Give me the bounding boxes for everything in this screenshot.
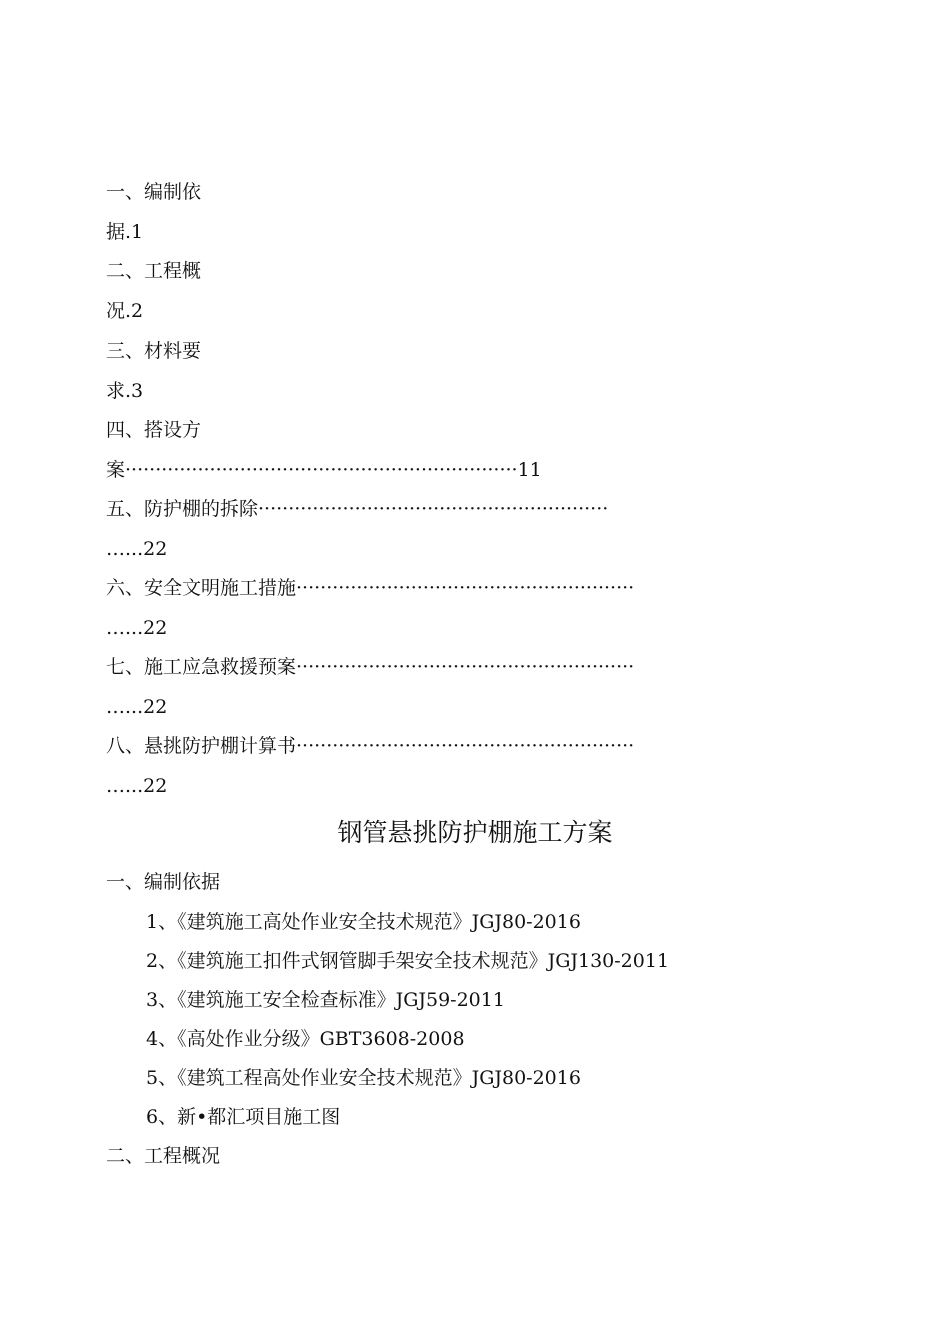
toc-entry-1-line1[interactable]: 一、编制依 <box>106 181 202 203</box>
toc-entry-5-line2[interactable]: …...22 <box>106 538 168 560</box>
toc-entry-7-line2[interactable]: …...22 <box>106 696 168 718</box>
toc-entry-1-line2[interactable]: 据.1 <box>106 221 144 243</box>
toc-entry-6-line2[interactable]: …...22 <box>106 617 168 639</box>
toc-entry-8-line1[interactable]: 八、悬挑防护棚计算书························································ <box>106 735 635 757</box>
reference-item-2: 2、《建筑施工扣件式钢管脚手架安全技术规范》JGJ130-2011 <box>146 950 670 972</box>
toc-entry-4-line2[interactable]: 案·································································11 <box>106 459 542 481</box>
section-2-heading: 二、工程概况 <box>106 1145 221 1167</box>
document-title: 钢管悬挑防护棚施工方案 <box>337 818 613 847</box>
toc-entry-2-line1[interactable]: 二、工程概 <box>106 260 202 282</box>
section-1-heading: 一、编制依据 <box>106 871 221 893</box>
toc-entry-4-line1[interactable]: 四、搭设方 <box>106 419 202 441</box>
toc-entry-7-line1[interactable]: 七、施工应急救援预案························································ <box>106 656 635 678</box>
toc-entry-5-line1[interactable]: 五、防护棚的拆除·························································· <box>106 498 609 520</box>
reference-item-1: 1、《建筑施工高处作业安全技术规范》JGJ80-2016 <box>146 911 581 933</box>
toc-entry-2-line2[interactable]: 况.2 <box>106 300 144 322</box>
reference-item-4: 4、《高处作业分级》GBT3608-2008 <box>146 1028 465 1050</box>
toc-entry-3-line1[interactable]: 三、材料要 <box>106 340 202 362</box>
toc-entry-8-line2[interactable]: …...22 <box>106 775 168 797</box>
toc-entry-6-line1[interactable]: 六、安全文明施工措施························································ <box>106 577 635 599</box>
reference-item-5: 5、《建筑工程高处作业安全技术规范》JGJ80-2016 <box>146 1067 581 1089</box>
reference-item-3: 3、《建筑施工安全检查标准》JGJ59-2011 <box>146 989 505 1011</box>
reference-item-6: 6、新•都汇项目施工图 <box>146 1106 341 1128</box>
toc-entry-3-line2[interactable]: 求.3 <box>106 380 144 402</box>
